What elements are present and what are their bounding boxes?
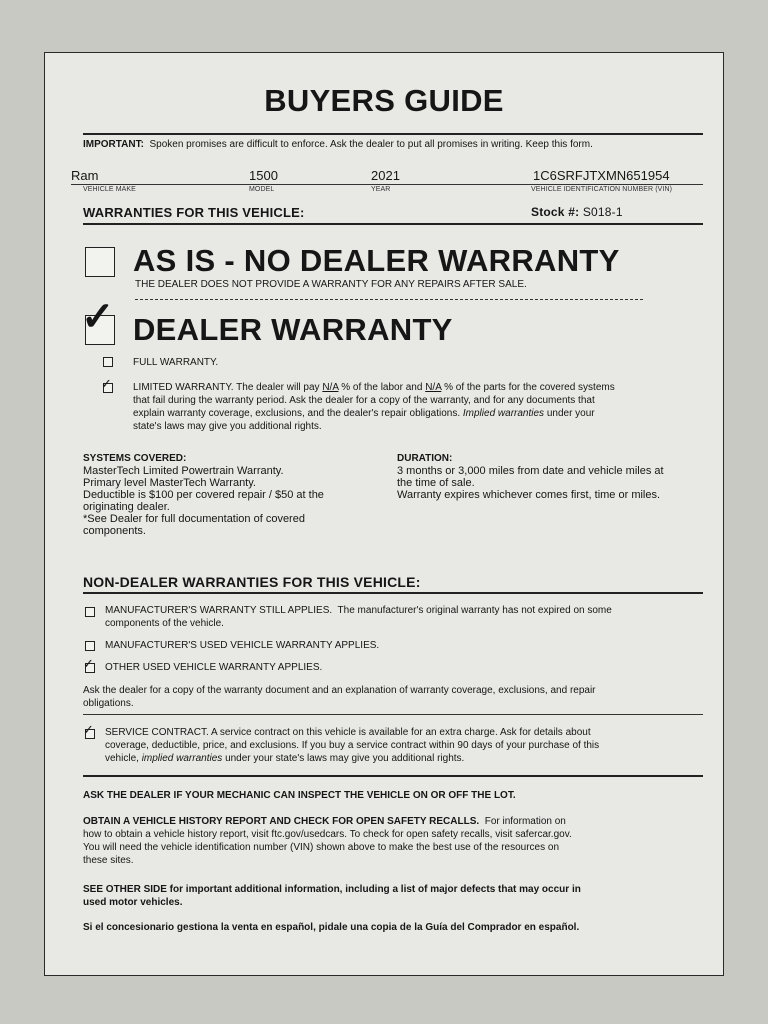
systems-covered-label: SYSTEMS COVERED:: [83, 453, 187, 464]
other-side-notice: [83, 883, 723, 909]
limited-line-1: [133, 381, 713, 394]
labor-percent: N/A: [322, 382, 339, 393]
vehicle-model-label: MODEL: [249, 186, 275, 193]
systems-covered-section: [83, 452, 373, 537]
limited-tail: % of the parts for the covered systems: [444, 382, 615, 393]
duration-line: Warranty expires whichever comes first, time or miles.: [397, 489, 661, 501]
as-is-subtitle: THE DEALER DOES NOT PROVIDE A WARRANTY FOR ANY REPAIRS AFTER SALE.: [135, 279, 527, 290]
history-bold: OBTAIN A VEHICLE HISTORY REPORT AND CHECK FOR OPEN SAFETY RECALLS.: [83, 816, 480, 827]
limited-line-4: state's laws may give you additional rights.: [133, 421, 322, 432]
non-dealer-note-line-2: obligations.: [83, 698, 134, 709]
limited-warranty-text: [133, 381, 713, 433]
full-warranty-checkbox[interactable]: [103, 357, 113, 367]
vehicle-model: 1500: [249, 168, 278, 183]
manufacturer-warranty-checkbox[interactable]: [85, 607, 95, 617]
vehicle-make: Ram: [71, 168, 99, 183]
as-is-dashed-separator: [135, 299, 643, 300]
service-line-3b: implied warranties: [141, 753, 223, 764]
important-text: Spoken promises are difficult to enforce. Ask the dealer to put all promises in writing. Keep this form.: [149, 139, 593, 150]
dealer-warranty-checkmark-icon: ✓: [81, 295, 115, 339]
title-divider: [83, 133, 703, 135]
limited-line-2: that fail during the warranty period. Ask the dealer for a copy of the warranty, and for any documents that: [133, 395, 595, 406]
history-line: these sites.: [83, 855, 134, 866]
service-contract-line-1: SERVICE CONTRACT. A service contract on this vehicle is available for an extra charge. Ask for details about: [105, 727, 591, 738]
manufacturer-warranty-line-1: [105, 604, 715, 617]
spanish-notice: Si el concesionario gestiona la venta en español, pidale una copia de la Guía del Comprador en español.: [83, 922, 580, 933]
history-line: how to obtain a vehicle history report, visit ftc.gov/usedcars. To check for open safety recalls, visit safercar.gov.: [83, 829, 572, 840]
service-line-3c: under your state's laws may give you additional rights.: [225, 753, 465, 764]
manufacturer-used-warranty-label: MANUFACTURER'S USED VEHICLE WARRANTY APPLIES.: [105, 640, 380, 651]
systems-covered-line: originating dealer.: [83, 501, 170, 513]
duration-section: [397, 452, 717, 501]
manufacturer-warranty-text: The manufacturer's original warranty has not expired on some: [337, 605, 612, 616]
manufacturer-warranty-item: [105, 604, 715, 630]
warranties-divider: [83, 223, 703, 225]
vehicle-year: 2021: [371, 168, 400, 183]
non-dealer-divider: [83, 592, 703, 594]
manufacturer-warranty-line-2: components of the vehicle.: [105, 618, 224, 629]
as-is-title: AS IS - NO DEALER WARRANTY: [133, 243, 620, 278]
vehicle-info-line: [71, 184, 703, 185]
vehicle-year-label: YEAR: [371, 186, 391, 193]
history-notice: [83, 815, 715, 867]
inspect-notice: ASK THE DEALER IF YOUR MECHANIC CAN INSPECT THE VEHICLE ON OR OFF THE LOT.: [83, 790, 516, 801]
limited-mid: % of the labor and: [341, 382, 423, 393]
page-title: BUYERS GUIDE: [264, 83, 504, 118]
non-dealer-header: NON-DEALER WARRANTIES FOR THIS VEHICLE:: [83, 574, 421, 590]
service-contract-line-2: coverage, deductible, price, and exclusions. If you buy a service contract within 90 days of your purchase of this: [105, 740, 600, 751]
vehicle-vin: 1C6SRFJTXMN651954: [533, 168, 670, 183]
limited-line-3: [133, 407, 713, 420]
other-side-line-2: used motor vehicles.: [83, 897, 183, 908]
duration-line: the time of sale.: [397, 477, 475, 489]
other-side-line-1: SEE OTHER SIDE for important additional information, including a list of major defects that may occur in: [83, 884, 581, 895]
other-used-warranty-label: OTHER USED VEHICLE WARRANTY APPLIES.: [105, 662, 323, 673]
footer-divider: [83, 775, 703, 777]
systems-covered-line: Primary level MasterTech Warranty.: [83, 477, 256, 489]
parts-percent: N/A: [425, 382, 442, 393]
stock-value: S018-1: [582, 205, 623, 219]
systems-covered-line: Deductible is $100 per covered repair / $50 at the: [83, 489, 324, 501]
vehicle-make-label: VEHICLE MAKE: [83, 186, 136, 193]
non-dealer-note: [83, 684, 715, 710]
vehicle-vin-label: VEHICLE IDENTIFICATION NUMBER (VIN): [531, 186, 673, 193]
history-rest: For information on: [484, 816, 566, 827]
limited-lead: LIMITED WARRANTY. The dealer will pay: [133, 382, 320, 393]
manufacturer-used-warranty-checkbox[interactable]: [85, 641, 95, 651]
limited-line-3c: under your: [546, 408, 595, 419]
limited-line-3a: explain warranty coverage, exclusions, and the dealer's repair obligations.: [133, 408, 461, 419]
service-line-3a: vehicle,: [105, 753, 139, 764]
systems-covered-line: components.: [83, 525, 146, 537]
as-is-checkbox[interactable]: [85, 247, 115, 277]
important-notice: [83, 139, 723, 150]
limited-line-3b: Implied warranties: [462, 408, 545, 419]
important-label: IMPORTANT:: [83, 139, 144, 150]
stock-number: [531, 205, 623, 219]
other-used-warranty-checkmark-icon: ✓: [83, 656, 94, 671]
history-line: You will need the vehicle identification number (VIN) shown above to make the best use of the resources on: [83, 842, 560, 853]
service-contract-text: [105, 726, 717, 765]
non-dealer-note-line-1: Ask the dealer for a copy of the warranty document and an explanation of warranty coverage, exclusions, and repair: [83, 685, 596, 696]
buyers-guide-form: [44, 52, 724, 976]
service-contract-line-3: [105, 752, 717, 765]
stock-label: Stock #:: [531, 205, 580, 219]
systems-covered-line: MasterTech Limited Powertrain Warranty.: [83, 465, 284, 477]
service-contract-checkmark-icon: ✓: [83, 722, 94, 737]
manufacturer-warranty-label: MANUFACTURER'S WARRANTY STILL APPLIES.: [105, 605, 333, 616]
warranties-header: WARRANTIES FOR THIS VEHICLE:: [83, 205, 305, 220]
systems-covered-line: *See Dealer for full documentation of covered: [83, 513, 305, 525]
limited-warranty-checkmark-icon: ✓: [101, 376, 112, 391]
duration-label: DURATION:: [397, 453, 453, 464]
duration-line: 3 months or 3,000 miles from date and vehicle miles at: [397, 465, 664, 477]
full-warranty-label: FULL WARRANTY.: [133, 357, 219, 368]
service-divider: [83, 714, 703, 715]
history-line-1: [83, 815, 715, 828]
dealer-warranty-title: DEALER WARRANTY: [133, 312, 453, 347]
